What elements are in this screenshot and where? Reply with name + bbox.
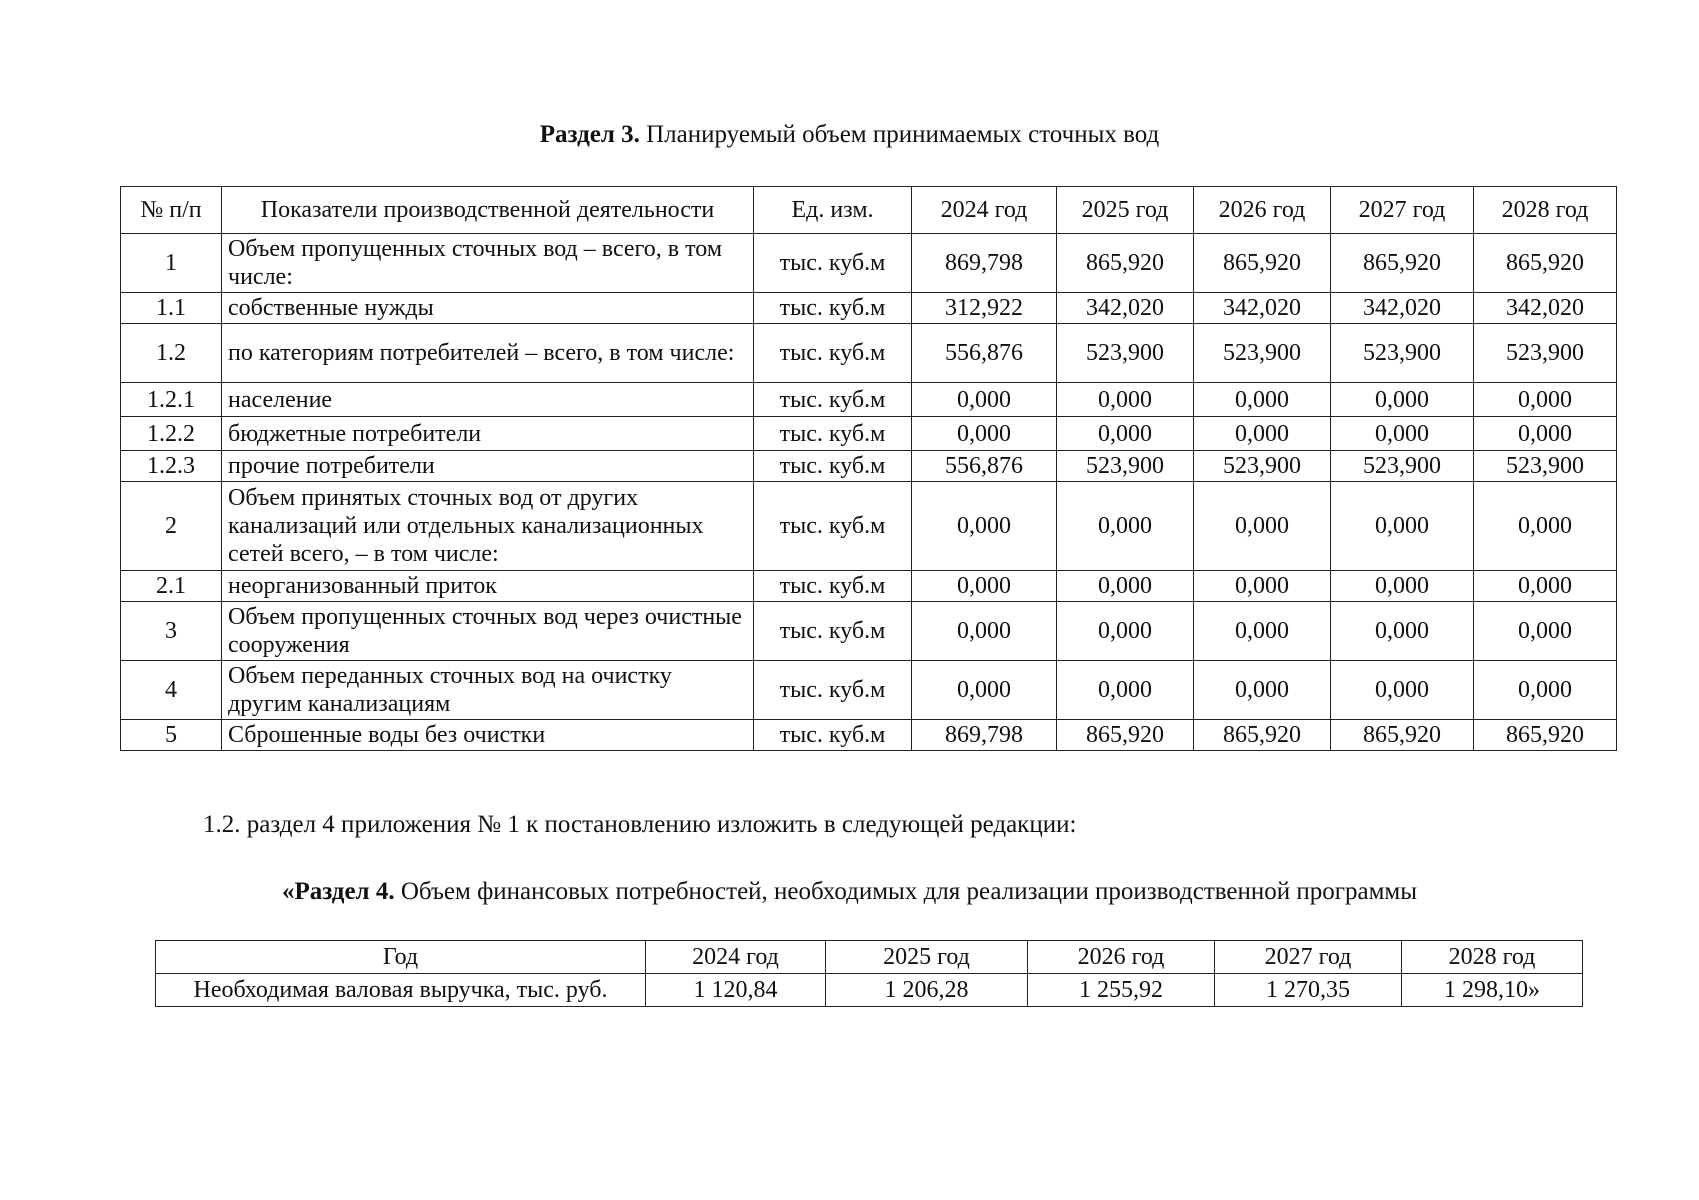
value-2027: 0,000: [1331, 602, 1474, 661]
value-2024: 1 120,84: [646, 974, 826, 1007]
value-2028: 0,000: [1474, 417, 1617, 451]
value-2025: 342,020: [1057, 293, 1194, 324]
unit-cell: тыс. куб.м: [754, 720, 912, 751]
table-row: [121, 451, 1617, 482]
indicator-name: неорганизованный приток: [222, 571, 754, 602]
value-2024: 869,798: [912, 234, 1057, 293]
value-2026: 523,900: [1194, 324, 1331, 383]
column-header: 2027 год: [1331, 187, 1474, 234]
value-2024: 0,000: [912, 482, 1057, 571]
indicator-name: Объем пропущенных сточных вод – всего, в том числе:: [222, 234, 754, 293]
row-number: 3: [121, 602, 222, 661]
table-row: [121, 417, 1617, 451]
table-row: [156, 974, 1583, 1007]
row-number: 2.1: [121, 571, 222, 602]
column-header: 2026 год: [1194, 187, 1331, 234]
value-2028: 865,920: [1474, 720, 1617, 751]
section4-title-bold: «Раздел 4.: [281, 878, 395, 905]
row-number: 1.2.2: [121, 417, 222, 451]
amendment-paragraph: 1.2. раздел 4 приложения № 1 к постановлению изложить в следующей редакции:: [203, 811, 1077, 838]
value-2024: 0,000: [912, 383, 1057, 417]
value-2027: 523,900: [1331, 324, 1474, 383]
unit-cell: тыс. куб.м: [754, 602, 912, 661]
unit-cell: тыс. куб.м: [754, 482, 912, 571]
value-2027: 865,920: [1331, 720, 1474, 751]
unit-cell: тыс. куб.м: [754, 571, 912, 602]
column-header: 2024 год: [912, 187, 1057, 234]
value-2025: 1 206,28: [826, 974, 1028, 1007]
row-number: 5: [121, 720, 222, 751]
column-header: 2025 год: [826, 941, 1028, 974]
value-2024: 869,798: [912, 720, 1057, 751]
value-2027: 865,920: [1331, 234, 1474, 293]
value-2026: 523,900: [1194, 451, 1331, 482]
value-2024: 556,876: [912, 324, 1057, 383]
value-2024: 0,000: [912, 571, 1057, 602]
value-2025: 523,900: [1057, 451, 1194, 482]
table-row: [121, 602, 1617, 661]
unit-cell: тыс. куб.м: [754, 383, 912, 417]
indicator-name: бюджетные потребители: [222, 417, 754, 451]
unit-cell: тыс. куб.м: [754, 293, 912, 324]
value-2027: 0,000: [1331, 417, 1474, 451]
unit-cell: тыс. куб.м: [754, 234, 912, 293]
value-2025: 0,000: [1057, 602, 1194, 661]
row-number: 1.2.1: [121, 383, 222, 417]
indicator-name: Объем переданных сточных вод на очистку другим канализациям: [222, 661, 754, 720]
value-2026: 0,000: [1194, 602, 1331, 661]
value-2026: 0,000: [1194, 482, 1331, 571]
table-header-row: [156, 941, 1583, 974]
column-header: 2028 год: [1402, 941, 1583, 974]
value-2028: 1 298,10»: [1402, 974, 1583, 1007]
value-2025: 0,000: [1057, 571, 1194, 602]
value-2025: 0,000: [1057, 482, 1194, 571]
value-2024: 556,876: [912, 451, 1057, 482]
column-header: 2026 год: [1028, 941, 1215, 974]
value-2028: 0,000: [1474, 661, 1617, 720]
value-2024: 0,000: [912, 417, 1057, 451]
value-2026: 865,920: [1194, 720, 1331, 751]
table-row: [121, 661, 1617, 720]
value-2026: 0,000: [1194, 571, 1331, 602]
table-row: [121, 324, 1617, 383]
value-2027: 523,900: [1331, 451, 1474, 482]
section4-title-text: Объем финансовых потребностей, необходимых для реализации производственной программы: [394, 878, 1418, 905]
value-2028: 0,000: [1474, 383, 1617, 417]
indicator-name: Сброшенные воды без очистки: [222, 720, 754, 751]
unit-cell: тыс. куб.м: [754, 324, 912, 383]
value-2026: 0,000: [1194, 661, 1331, 720]
wastewater-volume-table: [120, 186, 1617, 751]
indicator-name: по категориям потребителей – всего, в том числе:: [222, 324, 754, 383]
value-2028: 523,900: [1474, 324, 1617, 383]
value-2028: 0,000: [1474, 602, 1617, 661]
value-2028: 0,000: [1474, 571, 1617, 602]
value-2027: 0,000: [1331, 661, 1474, 720]
value-2028: 523,900: [1474, 451, 1617, 482]
column-header: Год: [156, 941, 646, 974]
value-2025: 0,000: [1057, 661, 1194, 720]
table-row: [121, 383, 1617, 417]
value-2027: 1 270,35: [1215, 974, 1402, 1007]
table-row: [121, 234, 1617, 293]
indicator-name: население: [222, 383, 754, 417]
table-row: [121, 482, 1617, 571]
column-header: Показатели производственной деятельности: [222, 187, 754, 234]
indicator-name: собственные нужды: [222, 293, 754, 324]
value-2025: 0,000: [1057, 383, 1194, 417]
row-number: 1.1: [121, 293, 222, 324]
financial-needs-table: [155, 940, 1583, 1007]
value-2027: 0,000: [1331, 482, 1474, 571]
table-row: [121, 293, 1617, 324]
section3-title: [0, 120, 1699, 150]
value-2024: 0,000: [912, 661, 1057, 720]
section4-title: [0, 877, 1699, 907]
table-row: [121, 571, 1617, 602]
value-2026: 342,020: [1194, 293, 1331, 324]
indicator-name: Необходимая валовая выручка, тыс. руб.: [156, 974, 646, 1007]
section3-title-text: Планируемый объем принимаемых сточных вод: [639, 121, 1160, 148]
value-2026: 1 255,92: [1028, 974, 1215, 1007]
value-2028: 342,020: [1474, 293, 1617, 324]
value-2025: 0,000: [1057, 417, 1194, 451]
value-2026: 0,000: [1194, 383, 1331, 417]
unit-cell: тыс. куб.м: [754, 661, 912, 720]
value-2028: 865,920: [1474, 234, 1617, 293]
column-header: Ед. изм.: [754, 187, 912, 234]
column-header: 2025 год: [1057, 187, 1194, 234]
value-2026: 865,920: [1194, 234, 1331, 293]
column-header: 2028 год: [1474, 187, 1617, 234]
indicator-name: Объем пропущенных сточных вод через очистные сооружения: [222, 602, 754, 661]
value-2026: 0,000: [1194, 417, 1331, 451]
unit-cell: тыс. куб.м: [754, 451, 912, 482]
indicator-name: Объем принятых сточных вод от других канализаций или отдельных канализационных сетей всего, – в том числе:: [222, 482, 754, 571]
column-header: 2024 год: [646, 941, 826, 974]
value-2027: 342,020: [1331, 293, 1474, 324]
column-header: 2027 год: [1215, 941, 1402, 974]
column-header: № п/п: [121, 187, 222, 234]
row-number: 1.2.3: [121, 451, 222, 482]
value-2027: 0,000: [1331, 571, 1474, 602]
value-2025: 865,920: [1057, 234, 1194, 293]
unit-cell: тыс. куб.м: [754, 417, 912, 451]
value-2028: 0,000: [1474, 482, 1617, 571]
section3-title-bold: Раздел 3.: [539, 121, 640, 148]
value-2025: 865,920: [1057, 720, 1194, 751]
row-number: 1.2: [121, 324, 222, 383]
indicator-name: прочие потребители: [222, 451, 754, 482]
row-number: 4: [121, 661, 222, 720]
table-row: [121, 720, 1617, 751]
value-2024: 312,922: [912, 293, 1057, 324]
row-number: 1: [121, 234, 222, 293]
table-header-row: [121, 187, 1617, 234]
value-2027: 0,000: [1331, 383, 1474, 417]
value-2025: 523,900: [1057, 324, 1194, 383]
value-2024: 0,000: [912, 602, 1057, 661]
row-number: 2: [121, 482, 222, 571]
